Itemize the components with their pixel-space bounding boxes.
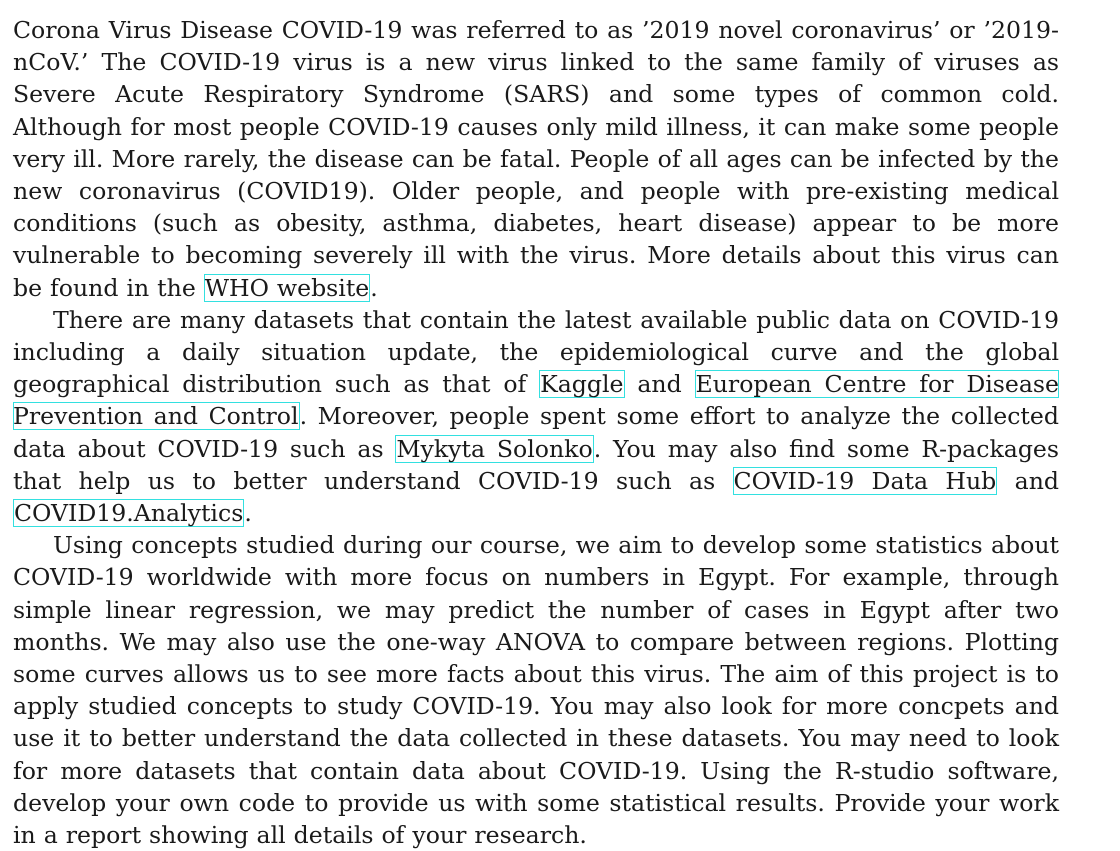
paragraph-intro xyxy=(13,14,1059,304)
text-segment: Using concepts studied during our course, we aim to develop some statistics about COVID-19 worldwide with more focus on numbers in Egypt. For example, through simple linear regression, we may predict the number of cases in Egypt after two months. We may also use the one-way ANOVA to compare between regions. Plotting some curves allows us to see more facts about this virus. The aim of this project is to apply studied concepts to study COVID-19. You may also look for more concpets and use it to better understand the data collected in these datasets. You may need to look for more datasets that contain data about COVID-19. Using the R-studio software, develop your own code to provide us with some statistical results. Provide your work in a report showing all details of your research. xyxy=(13,531,1059,850)
kaggle-link[interactable]: Kaggle xyxy=(540,370,624,399)
text-segment: . Moreover, people spent some effort to analyze the collected data about COVID-19 such as xyxy=(13,402,1059,463)
text-segment: . xyxy=(370,273,378,302)
text-segment: . xyxy=(244,499,252,528)
ecdc-link[interactable]: European Centre for Disease Prevention and Control xyxy=(13,370,1059,431)
text-segment: There are many datasets that contain the latest available public data on COVID-19 including a daily situation update, the epidemiological curve and the global geographical distribution such as that of xyxy=(13,305,1059,399)
paragraph-datasets xyxy=(13,304,1059,529)
text-segment: . You may also find some R-packages that help us to better understand COVID-19 such as xyxy=(13,434,1059,495)
who-website-link[interactable]: WHO website xyxy=(204,273,370,302)
text-segment: and xyxy=(997,466,1059,495)
covid19-analytics-link[interactable]: COVID19.Analytics xyxy=(14,499,244,528)
paragraph-aims xyxy=(13,529,1059,851)
text-segment: Corona Virus Disease COVID-19 was referred to as ’2019 novel coronavirus’ or ’2019-nCoV.’ The COVID-19 virus is a new virus linked to the same family of viruses as Severe Acute Respiratory Syndrome (SARS) and some types of common cold. Although for most people COVID-19 causes only mild illness, it can make some people very ill. More rarely, the disease can be fatal. People of all ages can be infected by the new coronavirus (COVID19). Older people, and people with pre-existing medical conditions (such as obesity, asthma, diabetes, heart disease) appear to be more vulnerable to becoming severely ill with the virus. More details about this virus can be found in the xyxy=(13,16,1059,302)
text-segment: and xyxy=(624,370,695,399)
covid19-data-hub-link[interactable]: COVID-19 Data Hub xyxy=(733,466,997,495)
mykyta-solonko-link[interactable]: Mykyta Solonko xyxy=(396,434,593,463)
